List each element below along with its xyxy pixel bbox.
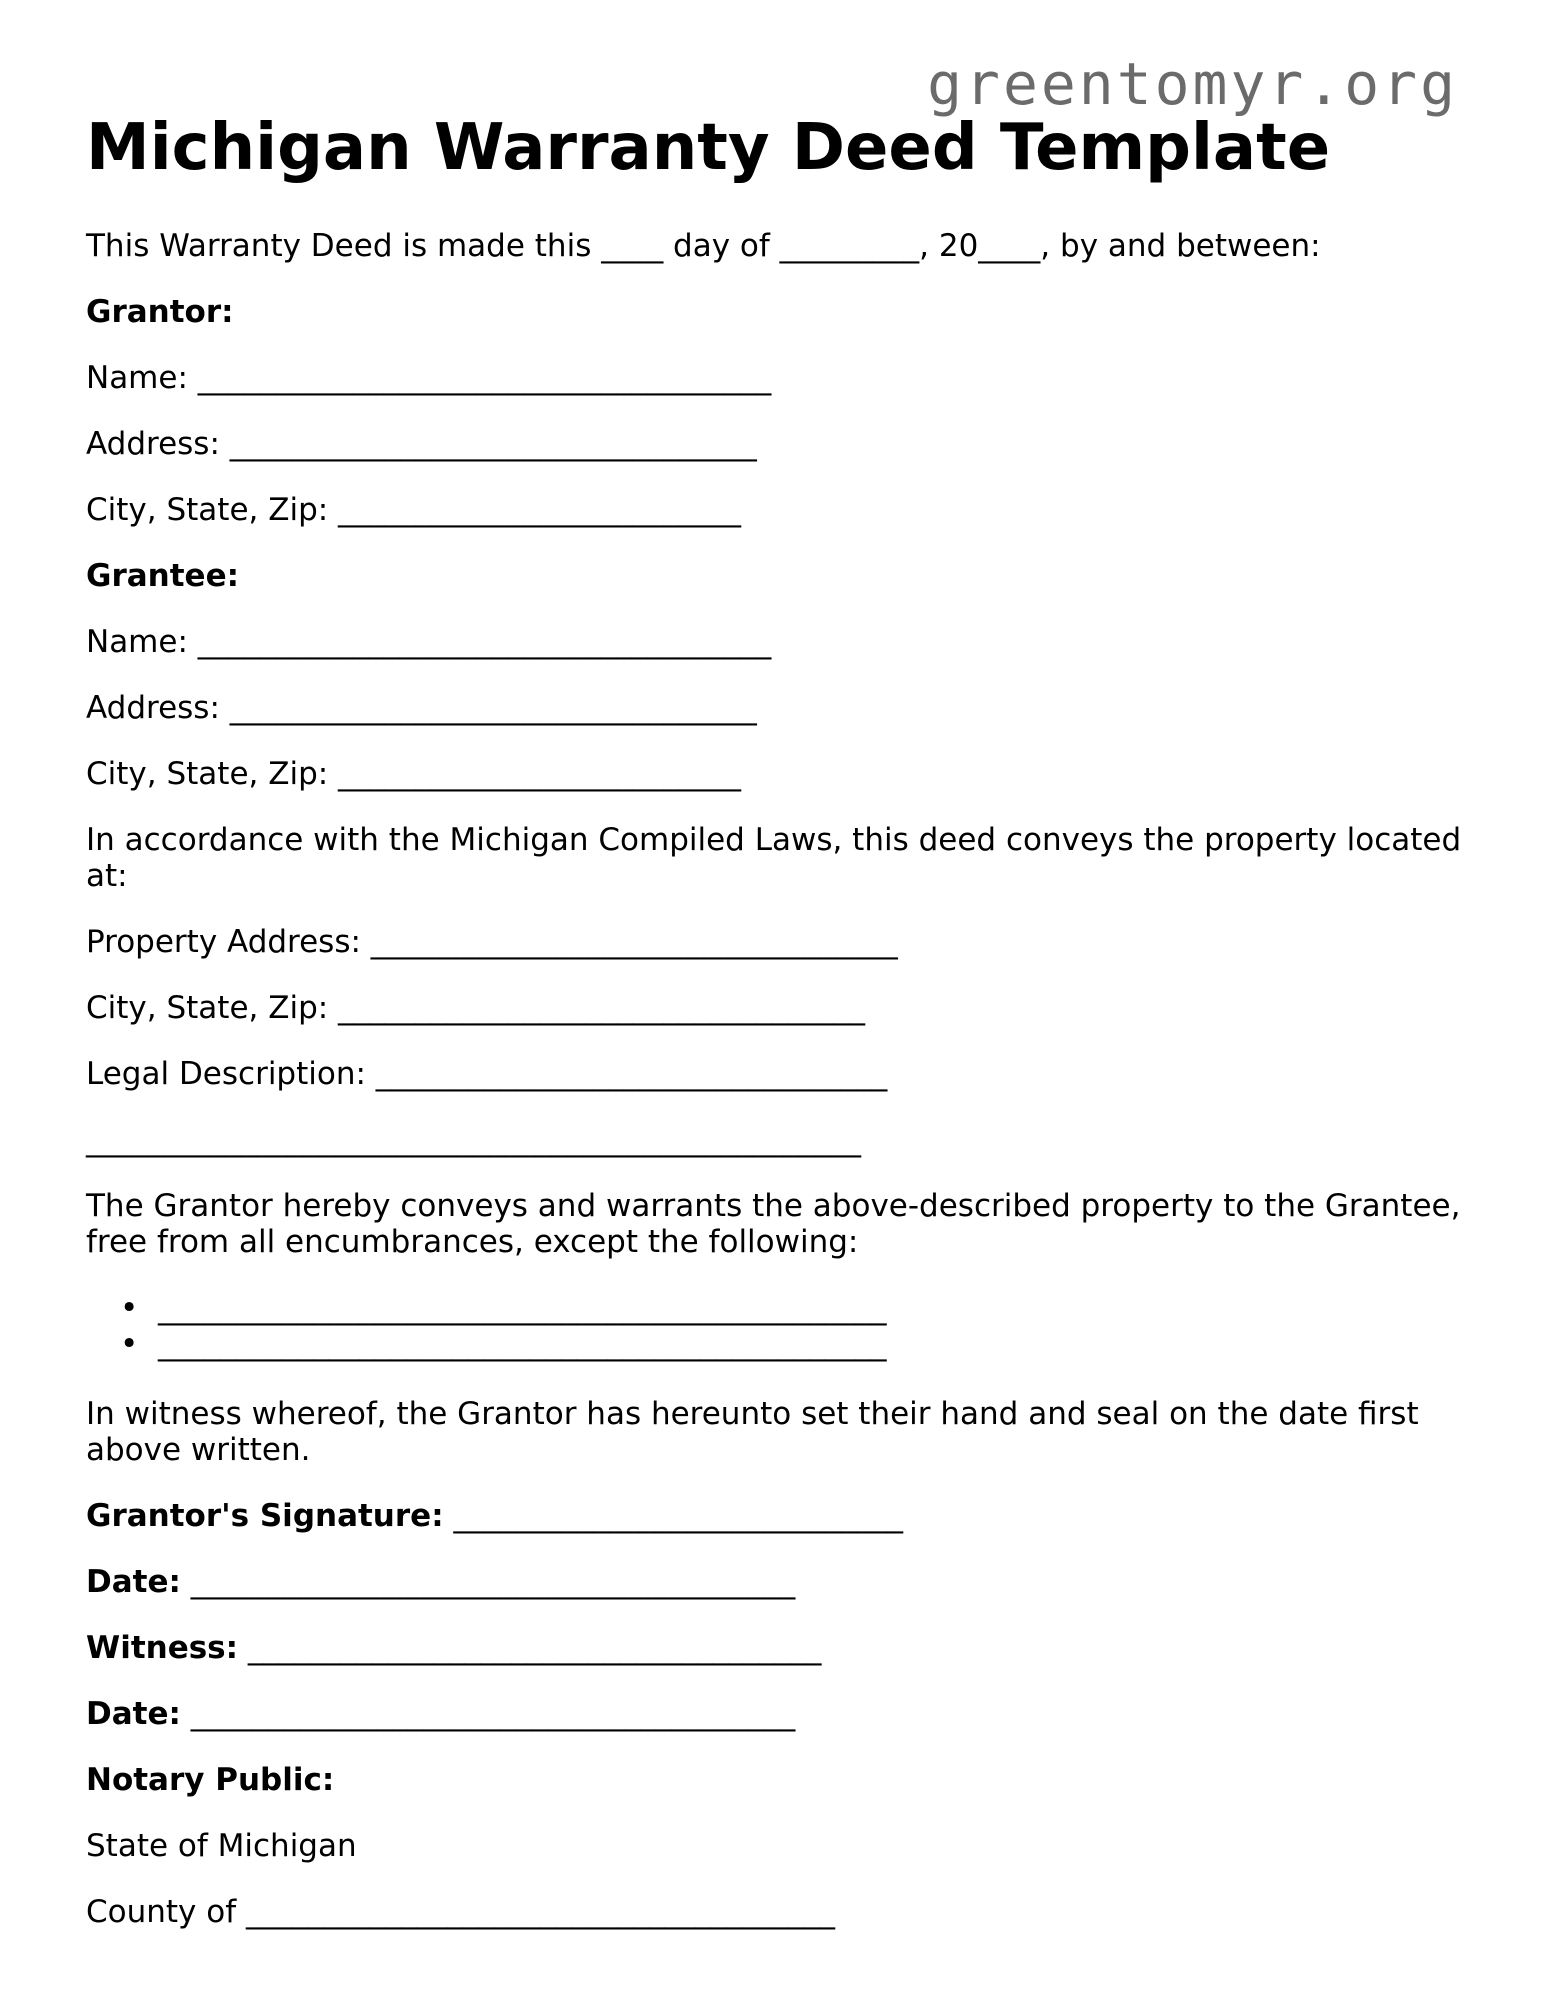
exceptions-list: [86, 1290, 1476, 1362]
intro-line: This Warranty Deed is made this ____ day of _________, 20____, by and between:: [86, 228, 1321, 264]
bullet-icon: •: [120, 1326, 139, 1362]
legal-description-field: Legal Description: _________________________________: [86, 1056, 888, 1092]
grantor-heading: Grantor:: [86, 294, 234, 330]
grantor-address-field: Address: __________________________________: [86, 426, 757, 462]
grantee-name-field: Name: _____________________________________: [86, 624, 772, 660]
witness-label: Witness:: [86, 1630, 239, 1666]
witness-statement: In witness whereof, the Grantor has hereunto set their hand and seal on the date first above written.: [86, 1396, 1419, 1468]
grantee-city-state-zip-field: City, State, Zip: __________________________: [86, 756, 742, 792]
grantee-heading: Grantee:: [86, 558, 239, 594]
date-label-1: Date:: [86, 1564, 181, 1600]
date-line-2: _______________________________________: [180, 1696, 796, 1732]
watermark: greentomyr.org: [927, 50, 1458, 118]
grantor-city-state-zip-field: City, State, Zip: __________________________: [86, 492, 742, 528]
document-page: [86, 108, 1476, 1960]
notary-heading: Notary Public:: [86, 1762, 335, 1798]
grantor-signature-label: Grantor's Signature:: [86, 1498, 444, 1534]
page-title: Michigan Warranty Deed Template: [86, 111, 1331, 185]
notary-state: State of Michigan: [86, 1828, 357, 1864]
date-label-2: Date:: [86, 1696, 181, 1732]
exception-line: _______________________________________________: [158, 1290, 887, 1326]
property-intro: In accordance with the Michigan Compiled Laws, this deed conveys the property located at:: [86, 822, 1462, 894]
bullet-icon: •: [120, 1290, 139, 1326]
legal-description-continuation: __________________________________________________: [86, 1122, 861, 1158]
property-address-field: Property Address: __________________________________: [86, 924, 898, 960]
grantee-address-field: Address: __________________________________: [86, 690, 757, 726]
exception-line: _______________________________________________: [158, 1326, 887, 1362]
list-item: [120, 1290, 1476, 1326]
conveyance-text: The Grantor hereby conveys and warrants the above-described property to the Grantee, free from all encumbrances, except the following:: [86, 1188, 1461, 1260]
grantor-name-field: Name: _____________________________________: [86, 360, 772, 396]
date-field-1: [86, 1564, 1476, 1600]
list-item: [120, 1326, 1476, 1362]
grantor-signature-field: [86, 1498, 1476, 1534]
notary-county-field: County of ______________________________________: [86, 1894, 835, 1930]
date-field-2: [86, 1696, 1476, 1732]
date-line-1: _______________________________________: [180, 1564, 796, 1600]
witness-field: [86, 1630, 1476, 1666]
grantor-signature-line: _____________________________: [443, 1498, 903, 1534]
property-city-state-zip-field: City, State, Zip: __________________________________: [86, 990, 866, 1026]
witness-line: _____________________________________: [238, 1630, 822, 1666]
